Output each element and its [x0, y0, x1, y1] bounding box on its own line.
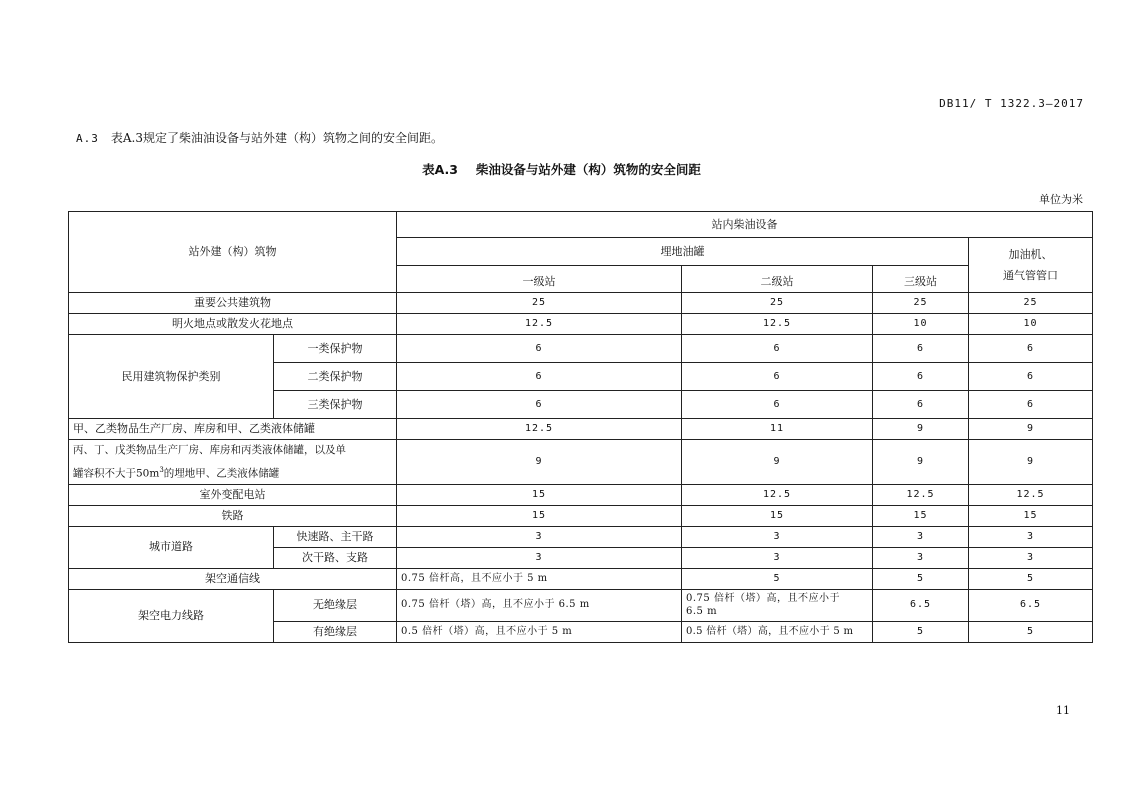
cell-value: 15: [682, 505, 873, 526]
header-dispenser: [969, 238, 1093, 293]
cell-value: 12.5: [397, 314, 682, 335]
cell-value: 25: [397, 293, 682, 314]
clause-text: [76, 129, 443, 146]
cell-value: 15: [969, 505, 1093, 526]
cell-value: 6: [969, 363, 1093, 391]
row-sub-name: 次干路、支路: [274, 547, 397, 568]
table-row: [69, 484, 1093, 505]
cell-value: 3: [397, 526, 682, 547]
unit-note: 单位为米: [1039, 193, 1083, 206]
table-row: [69, 505, 1093, 526]
cell-value: 6: [969, 335, 1093, 363]
cell-value: 6.5: [873, 589, 969, 621]
header-tank: 埋地油罐: [397, 238, 969, 266]
row-name-line: [73, 460, 392, 484]
cell-value: 6: [682, 363, 873, 391]
cell-value: 0.5 倍杆（塔）高，且不应小于 5 m: [682, 621, 873, 642]
cell-value: 9: [397, 440, 682, 485]
clause-body: 表A.3规定了柴油油设备与站外建（构）筑物之间的安全间距。: [110, 131, 443, 145]
cell-value: 0.75 倍杆高，且不应小于 5 m: [397, 568, 682, 589]
standard-code: DB11/ T 1322.3—2017: [939, 97, 1084, 110]
row-name-part: 罐容积不大于50m: [73, 467, 160, 480]
cell-value: 3: [873, 526, 969, 547]
cell-value: 0.75 倍杆（塔）高，且不应小于 6.5 m: [397, 589, 682, 621]
cell-value: 3: [873, 547, 969, 568]
row-name: 铁路: [69, 505, 397, 526]
cell-value: 12.5: [969, 484, 1093, 505]
cell-value: 3: [682, 547, 873, 568]
row-name: 架空通信线: [69, 568, 397, 589]
cell-value: 11: [682, 419, 873, 440]
cell-value: 25: [969, 293, 1093, 314]
superscript-3: 3: [159, 466, 164, 474]
cell-value: 6: [873, 335, 969, 363]
cell-value: 3: [397, 547, 682, 568]
cell-value: 6: [397, 335, 682, 363]
row-name: [69, 440, 397, 485]
cell-value: 6: [873, 391, 969, 419]
cell-value: 25: [873, 293, 969, 314]
row-name: 重要公共建筑物: [69, 293, 397, 314]
cell-value: 5: [969, 621, 1093, 642]
safety-distance-table: [68, 211, 1093, 643]
row-name-part: 的埋地甲、乙类液体储罐: [163, 467, 280, 480]
cell-value: 9: [873, 440, 969, 485]
row-sub-name: 一类保护物: [274, 335, 397, 363]
table-row: [69, 440, 1093, 485]
cell-value: 12.5: [873, 484, 969, 505]
row-sub-name: 三类保护物: [274, 391, 397, 419]
cell-value: 9: [969, 440, 1093, 485]
cell-value: 6: [969, 391, 1093, 419]
table-number: 表A.3: [422, 162, 458, 177]
cell-value: 5: [969, 568, 1093, 589]
cell-value: 5: [873, 568, 969, 589]
cell-value: 12.5: [682, 484, 873, 505]
cell-value: 6.5: [969, 589, 1093, 621]
cell-value: 3: [969, 526, 1093, 547]
header-grade2: 二级站: [682, 266, 873, 293]
cell-value: 15: [397, 505, 682, 526]
cell-value: 5: [873, 621, 969, 642]
row-name: 室外变配电站: [69, 484, 397, 505]
row-name: 明火地点或散发火花地点: [69, 314, 397, 335]
cell-value: 12.5: [682, 314, 873, 335]
header-dispenser-line: 通气管管口: [1003, 269, 1058, 282]
cell-value: 6: [397, 363, 682, 391]
cell-value: 15: [873, 505, 969, 526]
row-name: 甲、乙类物品生产厂房、库房和甲、乙类液体储罐: [69, 419, 397, 440]
cell-value-line: 6.5 m: [686, 606, 718, 617]
table-row: [69, 293, 1093, 314]
table-row: [69, 568, 1093, 589]
cell-value: 0.5 倍杆（塔）高，且不应小于 5 m: [397, 621, 682, 642]
cell-value: 3: [969, 547, 1093, 568]
table-row: [69, 419, 1093, 440]
cell-value: 25: [682, 293, 873, 314]
cell-value: 15: [397, 484, 682, 505]
cell-value: 9: [969, 419, 1093, 440]
cell-value: [682, 589, 873, 621]
table-header-row: [69, 212, 1093, 238]
header-group: 站内柴油设备: [397, 212, 1093, 238]
table-title: [0, 160, 1123, 178]
header-grade3: 三级站: [873, 266, 969, 293]
table-row: [69, 526, 1093, 547]
cell-value: 9: [682, 440, 873, 485]
cell-value: 6: [397, 391, 682, 419]
cell-value: 6: [682, 335, 873, 363]
cell-value: 6: [873, 363, 969, 391]
cell-value: 6: [682, 391, 873, 419]
header-grade1: 一级站: [397, 266, 682, 293]
cell-value: 10: [873, 314, 969, 335]
page-number: 11: [1056, 704, 1070, 717]
row-group-name: 架空电力线路: [69, 589, 274, 642]
row-name-line: 丙、丁、戊类物品生产厂房、库房和丙类液体储罐，以及单: [73, 444, 346, 456]
cell-value: 3: [682, 526, 873, 547]
clause-number: A.3: [76, 132, 99, 145]
table-row: [69, 314, 1093, 335]
header-dispenser-line: 加油机、: [1008, 248, 1053, 261]
row-sub-name: 有绝缘层: [274, 621, 397, 642]
cell-value-line: 0.75 倍杆（塔）高，且不应小于: [686, 593, 840, 604]
cell-value: 5: [682, 568, 873, 589]
row-group-name: 城市道路: [69, 526, 274, 568]
row-group-name: 民用建筑物保护类别: [69, 335, 274, 419]
header-object: 站外建（构）筑物: [69, 212, 397, 293]
table-row: [69, 335, 1093, 363]
cell-value: 12.5: [397, 419, 682, 440]
row-sub-name: 快速路、主干路: [274, 526, 397, 547]
cell-value: 10: [969, 314, 1093, 335]
row-sub-name: 二类保护物: [274, 363, 397, 391]
table-row: [69, 589, 1093, 621]
row-sub-name: 无绝缘层: [274, 589, 397, 621]
table-caption: 柴油设备与站外建（构）筑物的安全间距: [475, 162, 701, 177]
cell-value: 9: [873, 419, 969, 440]
